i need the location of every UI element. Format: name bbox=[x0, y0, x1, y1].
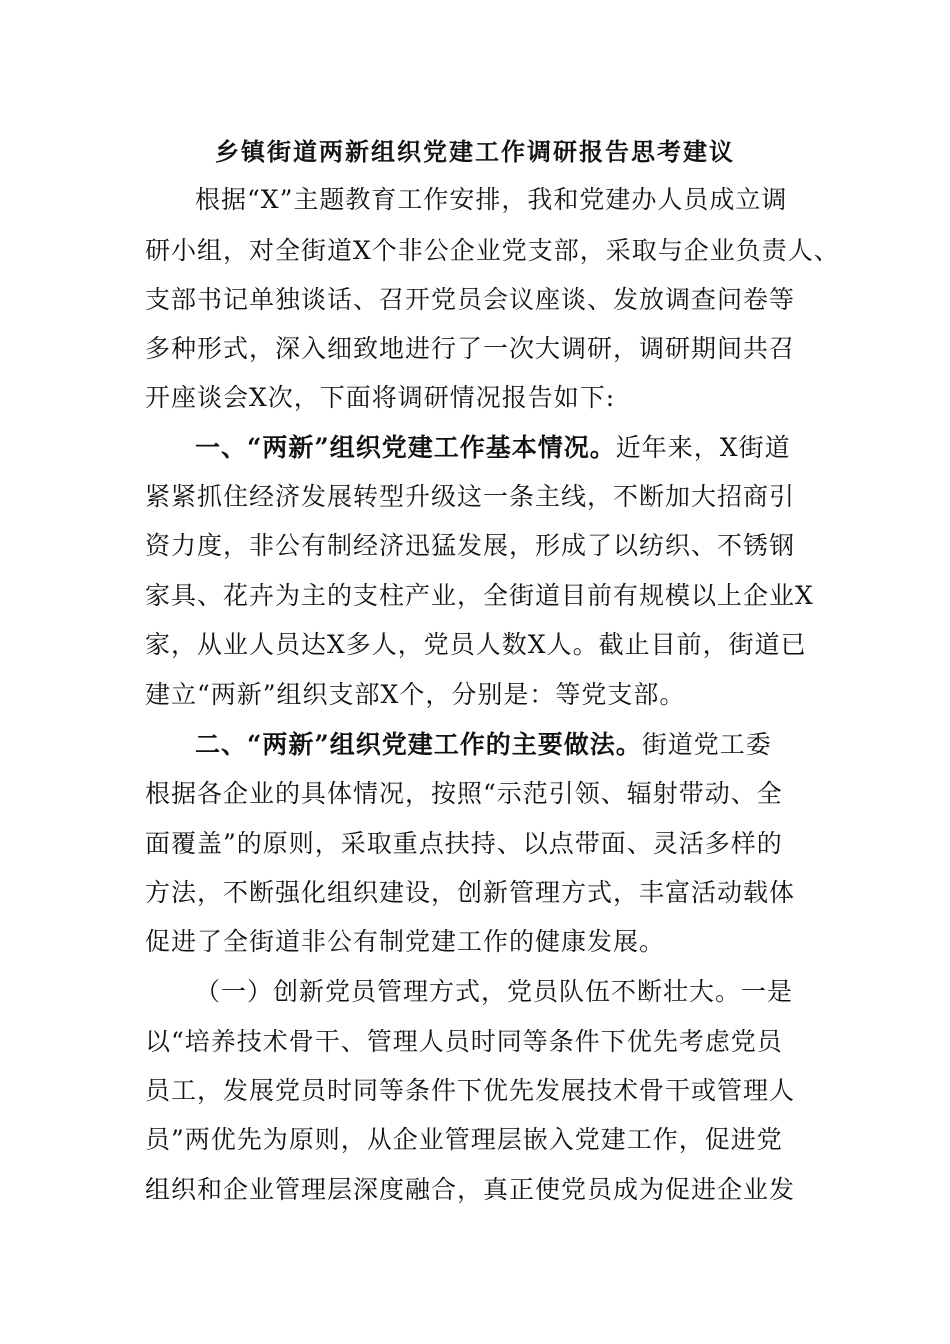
section-one-heading: 一、“两新”组织党建工作基本情况。 bbox=[195, 433, 616, 462]
paragraph-line: 促进了全街道非公有制党建工作的健康发展。 bbox=[145, 927, 666, 956]
paragraph-line: 员工，发展党员时同等条件下优先发展技术骨干或管理人 bbox=[145, 1076, 796, 1105]
document-title: 乡镇街道两新组织党建工作调研报告思考建议 bbox=[215, 137, 735, 166]
paragraph-line: 资力度，非公有制经济迅猛发展，形成了以纺织、不锈钢 bbox=[145, 531, 796, 560]
paragraph-line: 根据“X”主题教育工作安排，我和党建办人员成立调 bbox=[195, 185, 788, 214]
paragraph-line: 方法，不断强化组织建设，创新管理方式，丰富活动载体 bbox=[145, 878, 796, 907]
section-one-first-line bbox=[195, 428, 825, 468]
paragraph-line: 研小组，对全街道X个非公企业党支部，采取与企业负责人、 bbox=[145, 236, 840, 265]
paragraph-line: 以“培养技术骨干、管理人员时同等条件下优先考虑党员 bbox=[145, 1027, 783, 1056]
paragraph-line: 多种形式，深入细致地进行了一次大调研，调研期间共召 bbox=[145, 334, 796, 363]
paragraph-line: 家具、花卉为主的支柱产业，全街道目前有规模以上企业X bbox=[145, 581, 814, 610]
paragraph-line: 组织和企业管理层深度融合，真正使党员成为促进企业发 bbox=[145, 1175, 796, 1204]
section-two-text: 街道党工委 bbox=[641, 730, 772, 759]
paragraph-line: 根据各企业的具体情况，按照“示范引领、辐射带动、全 bbox=[145, 779, 783, 808]
section-two-first-line bbox=[195, 725, 825, 765]
section-one-text: 近年来，X街道 bbox=[615, 433, 791, 462]
paragraph-line: 支部书记单独谈话、召开党员会议座谈、发放调查问卷等 bbox=[145, 285, 796, 314]
paragraph-line: 面覆盖”的原则，采取重点扶持、以点带面、灵活多样的 bbox=[145, 829, 783, 858]
paragraph-line: （一）创新党员管理方式，党员队伍不断壮大。一是 bbox=[195, 977, 794, 1006]
section-two-heading: 二、“两新”组织党建工作的主要做法。 bbox=[195, 730, 642, 759]
paragraph-line: 建立“两新”组织支部X个，分别是：等党支部。 bbox=[145, 680, 686, 709]
paragraph-line: 紧紧抓住经济发展转型升级这一条主线，不断加大招商引 bbox=[145, 482, 796, 511]
paragraph-line: 开座谈会X次，下面将调研情况报告如下: bbox=[145, 383, 616, 412]
paragraph-line: 员”两优先为原则，从企业管理层嵌入党建工作，促进党 bbox=[145, 1125, 783, 1154]
paragraph-line: 家，从业人员达X多人，党员人数X人。截止目前，街道已 bbox=[145, 630, 807, 659]
